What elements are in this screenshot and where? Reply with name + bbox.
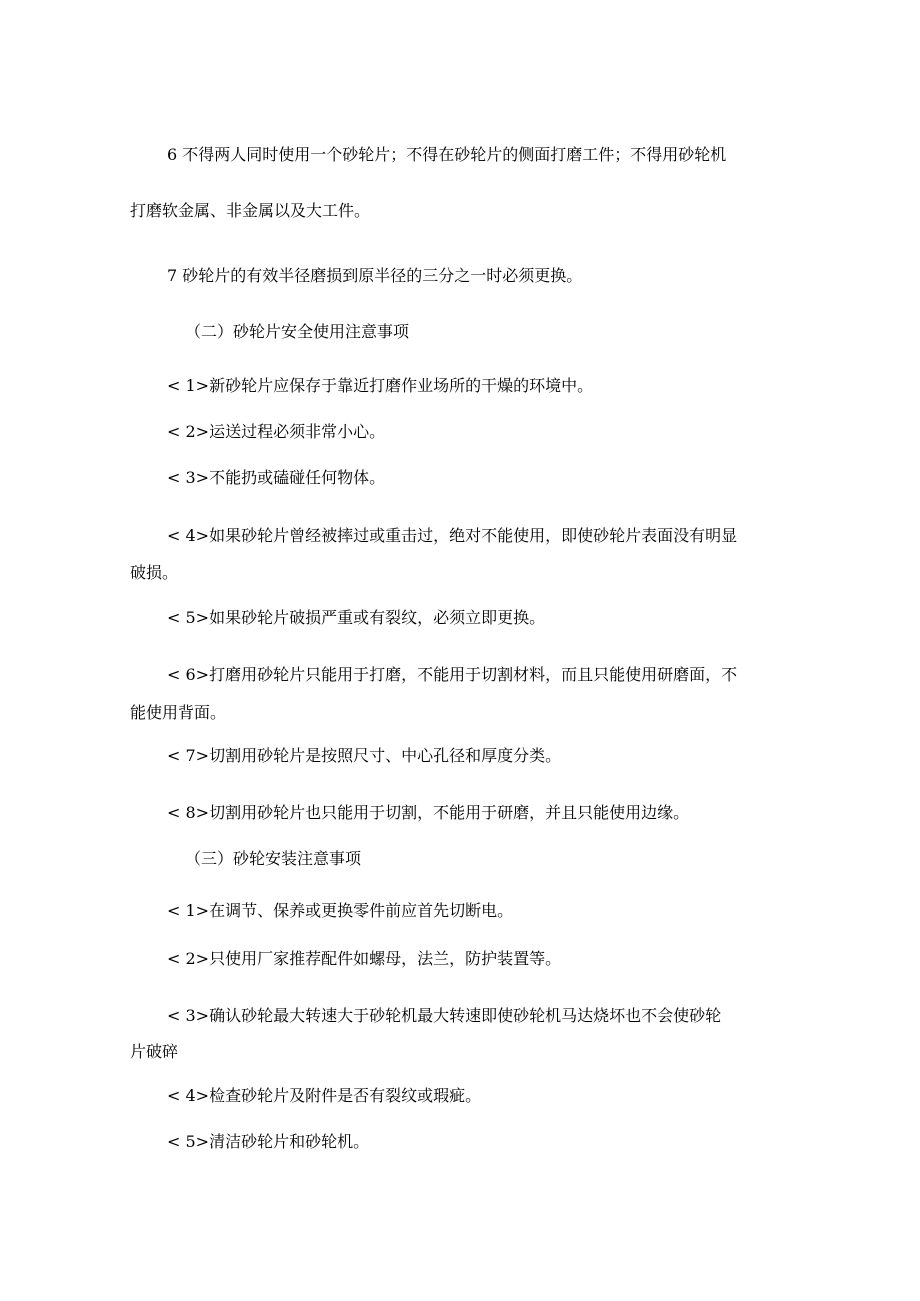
section-2-item-6-line-2: 能使用背面。 bbox=[130, 703, 227, 722]
section-3-item-2: < 2>只使用厂家推荐配件如螺母，法兰，防护装置等。 bbox=[167, 949, 562, 968]
section-3-item-3-line-2: 片破碎 bbox=[130, 1042, 179, 1061]
section-3-item-1: < 1>在调节、保养或更换零件前应首先切断电。 bbox=[167, 901, 514, 920]
rule-6-line-1: 6 不得两人同时使用一个砂轮片；不得在砂轮片的侧面打磨工件；不得用砂轮机 bbox=[167, 145, 727, 164]
rule-6-line-2: 打磨软金属、非金属以及大工件。 bbox=[130, 201, 371, 220]
section-2-item-6-line-1: < 6>打磨用砂轮片只能用于打磨，不能用于切割材料，而且只能使用研磨面，不 bbox=[167, 665, 738, 684]
section-2-item-1: < 1>新砂轮片应保存于靠近打磨作业场所的干燥的环境中。 bbox=[167, 376, 594, 395]
section-3-item-5: < 5>清洁砂轮片和砂轮机。 bbox=[167, 1132, 370, 1151]
section-2-heading: （二）砂轮片安全使用注意事项 bbox=[185, 322, 410, 341]
rule-7: 7 砂轮片的有效半径磨损到原半径的三分之一时必须更换。 bbox=[167, 266, 583, 285]
section-3-item-4: < 4>检查砂轮片及附件是否有裂纹或瑕疵。 bbox=[167, 1086, 482, 1105]
section-3-heading: （三）砂轮安装注意事项 bbox=[185, 849, 362, 868]
section-2-item-4-line-2: 破损。 bbox=[130, 563, 179, 582]
section-2-item-5: < 5>如果砂轮片破损严重或有裂纹，必须立即更换。 bbox=[167, 608, 546, 627]
section-2-item-2: < 2>运送过程必须非常小心。 bbox=[167, 422, 386, 441]
section-2-item-8: < 8>切割用砂轮片也只能用于切割，不能用于研磨，并且只能使用边缘。 bbox=[167, 803, 690, 822]
section-2-item-4-line-1: < 4>如果砂轮片曾经被摔过或重击过，绝对不能使用，即使砂轮片表面没有明显 bbox=[167, 526, 738, 545]
section-2-item-7: < 7>切割用砂轮片是按照尺寸、中心孔径和厚度分类。 bbox=[167, 746, 562, 765]
section-2-item-3: < 3>不能扔或磕碰任何物体。 bbox=[167, 468, 386, 487]
section-3-item-3-line-1: < 3>确认砂轮最大转速大于砂轮机最大转速即使砂轮机马达烧坏也不会使砂轮 bbox=[167, 1006, 722, 1025]
